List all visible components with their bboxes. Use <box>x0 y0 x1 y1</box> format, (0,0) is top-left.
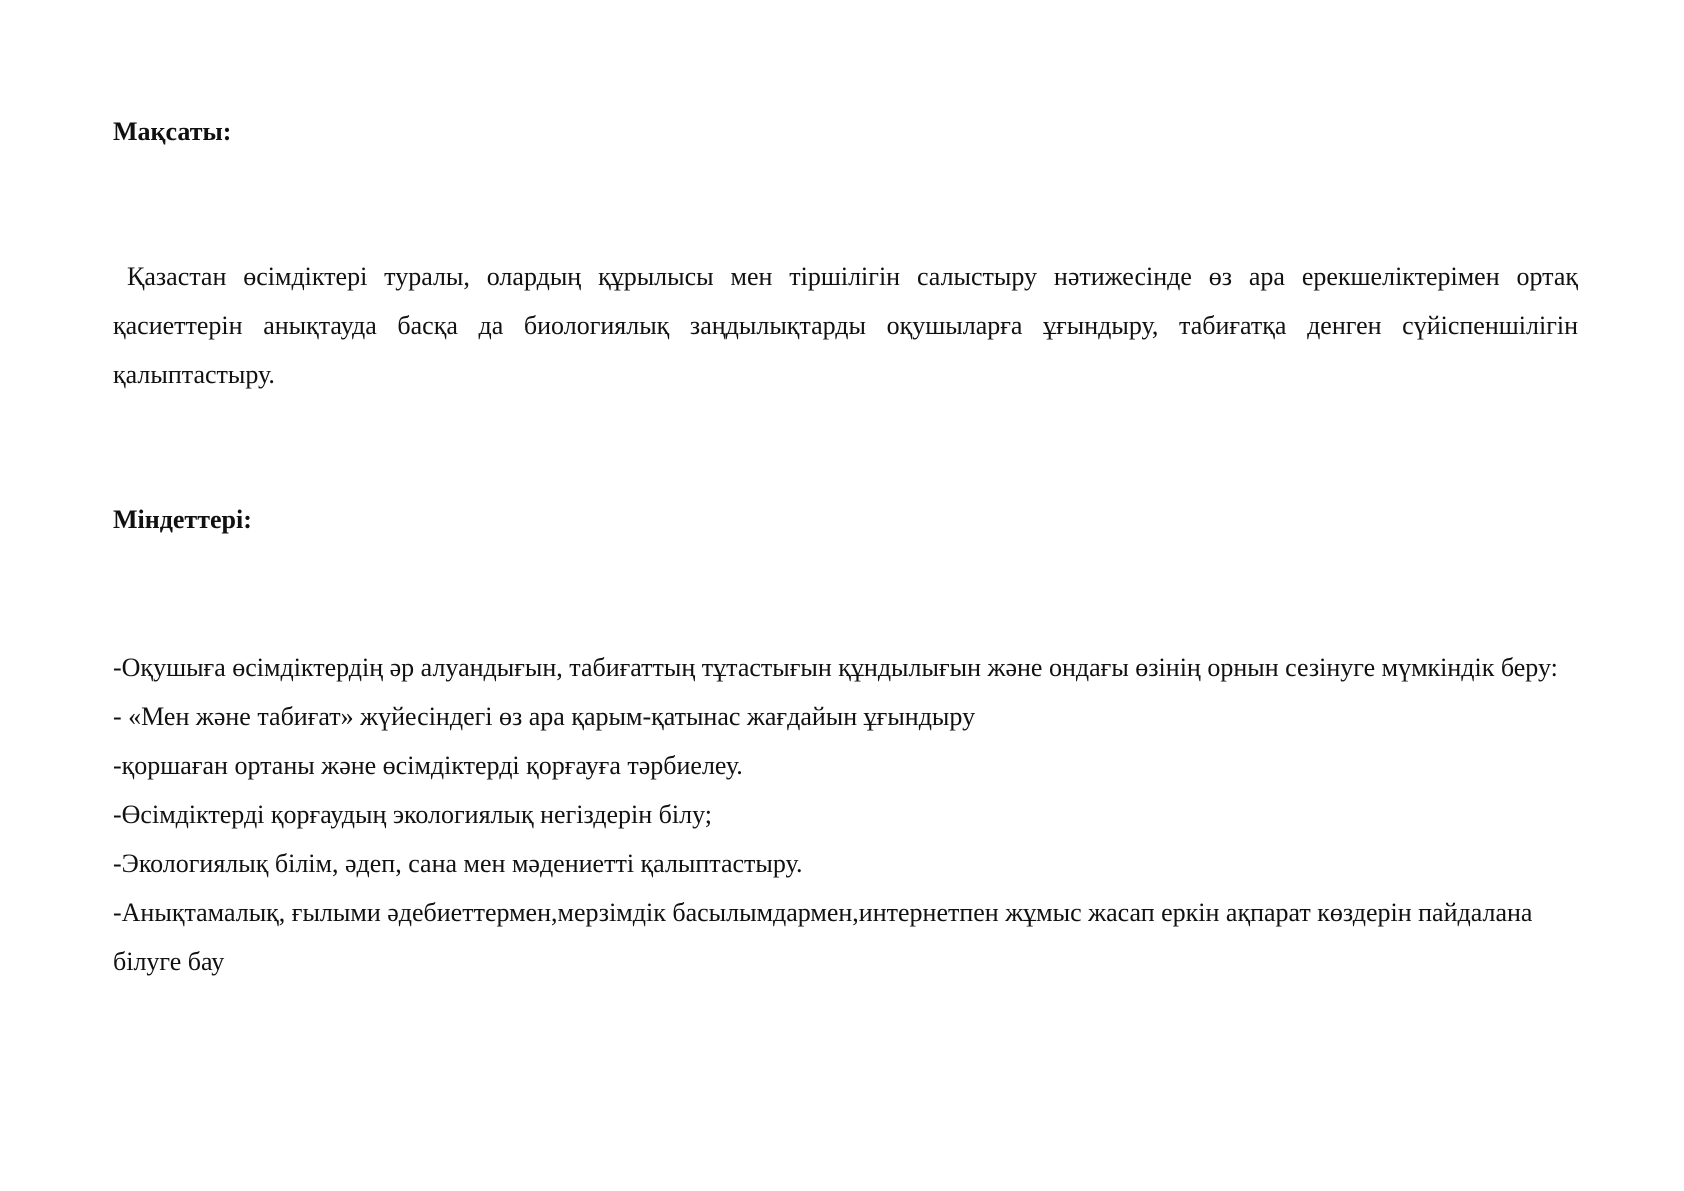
tasks-list <box>113 643 1578 986</box>
task-item: -Анықтамалық, ғылыми әдебиеттермен,мерзімдік басылымдармен,интернетпен жұмыс жасап еркін ақпарат көздерін пайдалана білуге бау <box>113 898 1533 976</box>
goal-heading: Мақсаты: <box>113 117 232 146</box>
goal-paragraph: Қазастан өсімдіктері туралы, олардың құрылысы мен тіршілігін салыстыру нәтижесінде өз ара ерекшеліктерімен ортақ қасиеттерін анықтауда басқа да биологиялық заңдылықтарды оқушыларға ұғындыру, табиғатқа денген сүйіспеншілігін қалыптастыру. <box>113 262 1578 389</box>
task-item: -қоршаған ортаны және өсімдіктерді қорғауға тәрбиелеу. <box>113 751 743 780</box>
task-item: - «Мен және табиғат» жүйесіндегі өз ара қарым-қатынас жағдайын ұғындыру <box>113 702 976 731</box>
tasks-heading: Міндеттері: <box>113 505 252 534</box>
task-item: -Өсімдіктерді қорғаудың экологиялық негіздерін білу; <box>113 800 712 829</box>
task-item: -Оқушыға өсімдіктердің әр алуандығын, табиғаттың тұтастығын құндылығын және ондағы өзінің орнын сезінуге мүмкіндік беру: <box>113 653 1558 682</box>
task-item: -Экологиялық білім, әдеп, сана мен мәдениетті қалыптастыру. <box>113 849 803 878</box>
